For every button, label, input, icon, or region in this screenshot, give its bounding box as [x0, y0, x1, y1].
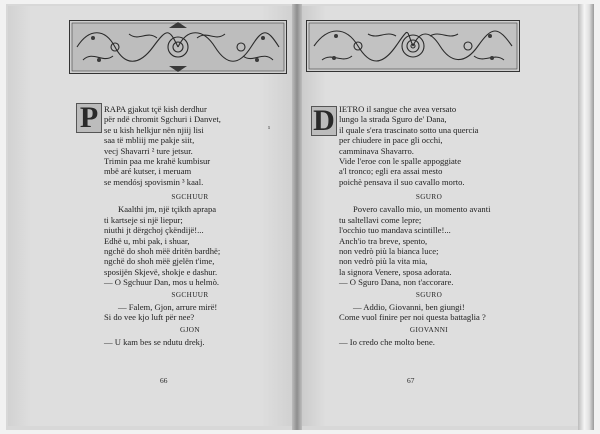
verse-line: la signora Venere, sposa adorata. — [339, 266, 452, 277]
verse-line: — U kam bes se ndutu drekj. — [104, 337, 205, 348]
right-dropcap-letter: D — [313, 104, 335, 137]
left-dropcap — [76, 103, 102, 133]
right-verse-block — [339, 104, 478, 187]
speaker-label: GJON — [180, 325, 200, 334]
speaker-label: SGCHUUR — [171, 290, 209, 299]
verse-line: RAPA gjakut tçë kish derdhur — [104, 104, 207, 114]
left-page-number: 66 — [160, 376, 168, 385]
verse-line: për ndë chromit Sgchuri i Danvet, — [104, 114, 221, 125]
verse-line: sposijën Skjevë, shokje e dashur. — [104, 266, 218, 277]
verse-line: non vedrò più la vita mia, — [339, 256, 428, 267]
book-gutter — [292, 4, 302, 430]
verse-line: IETRO il sangue che avea versato — [339, 104, 457, 114]
speaker-label: SGCHUUR — [171, 193, 209, 201]
verse-line: lungo la strada Sguro de' Dana, — [339, 114, 447, 125]
page-edges — [578, 4, 594, 430]
verse-line: — O Sguro Dana, non t'accorare. — [339, 277, 454, 288]
verse-line: — Io credo che molto bene. — [339, 337, 435, 348]
verse-line: tu saltellavi come lepre; — [339, 214, 422, 225]
verse-line: — Falem, Gjon, arrure mirë! — [118, 302, 218, 313]
verse-line: mbë aré kutser, i meruam — [104, 166, 192, 177]
verse-line: poichè pensava il suo cavallo morto. — [339, 176, 465, 187]
verse-line: saa të mbliij me pakje siit, — [104, 135, 195, 146]
verse-line: niuthi jt dërgchoj çkëndijë!... — [104, 225, 204, 236]
speaker-label: GIOVANNI — [409, 325, 449, 334]
right-dropcap — [311, 106, 337, 136]
verse-line: — Addio, Giovanni, ben giungi! — [353, 302, 465, 313]
verse-line: — O Sgchuur Dan, mos u helmò. — [104, 277, 220, 288]
left-dialogue-block — [104, 190, 276, 348]
right-ornament-banner — [306, 20, 520, 72]
left-dropcap-letter: P — [79, 101, 99, 134]
verse-line: se mendósj spovismin ³ kaal. — [104, 176, 204, 187]
verse-line: Trimin paa me krahë kumbisur — [104, 156, 211, 167]
verse-line: il quale s'era trascinato sotto una quercia — [339, 124, 479, 135]
verse-line: a'l tronco; egli era assai mesto — [339, 166, 443, 177]
verse-line: Si do vee kjo luft për nee? — [104, 312, 195, 323]
verse-line: l'occhio tuo mandava scintille!... — [339, 225, 451, 236]
verse-line: per chiudere in pace gli occhi, — [339, 135, 443, 146]
verse-line: vecj Shavarri ² ture jetsur. — [104, 145, 193, 156]
verse-line: ti kartseje si një liepur; — [104, 214, 183, 225]
verse-line: Kaalthi jm, një tçikth aprapa — [118, 204, 217, 215]
verse-line: Povero cavallo mio, un momento avanti — [353, 204, 491, 215]
verse-line: Come vuol finire per noi questa battaglia ? — [339, 312, 486, 323]
speaker-label: SGURO — [415, 193, 443, 201]
verse-line: ngchë do shoh mëë dritën bardhë; — [104, 246, 221, 257]
verse-line: Vide l'eroe con le spalle appoggiate — [339, 156, 462, 167]
verse-line: camminava Shavarro. — [339, 145, 414, 156]
right-page-number: 67 — [407, 376, 415, 385]
verse-line: Edhë u, mbi pak, i shuar, — [104, 235, 190, 246]
verse-line: ngchë do shoh mëë gjelën t'ime, — [104, 256, 215, 267]
left-verse-block — [104, 104, 221, 187]
verse-line: se u kish helkjur nën njiij lisi — [104, 124, 204, 135]
footnote-mark: ¹ — [268, 125, 271, 133]
speaker-label: SGURO — [415, 290, 443, 299]
left-ornament-banner — [69, 20, 287, 74]
verse-line: non vedrò più la bianca luce; — [339, 246, 439, 257]
verse-line: Anch'io tra breve, spento, — [339, 235, 428, 246]
right-dialogue-block — [339, 190, 519, 348]
